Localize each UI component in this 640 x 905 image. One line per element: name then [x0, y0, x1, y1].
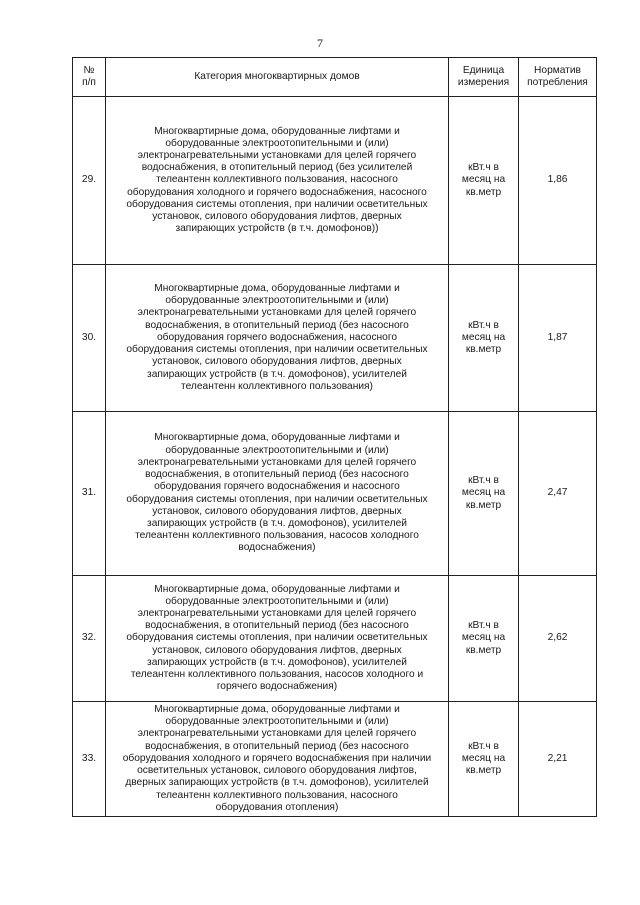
row-category: Многоквартирные дома, оборудованные лифтами и оборудованные электроотопительными и (или) электронагревательными установками для целей горячего водоснабжения, в отопительный период (без насосного оборудования холодного и горячего водоснабжения при наличии осветительных установок, силового оборудования лифтов, дверных запирающих устройств (в т.ч. домофонов), усилителей телеантенн коллективного пользования, насосного оборудования отопления)	[106, 702, 449, 817]
table-row	[73, 265, 597, 412]
row-number: 29.	[73, 97, 106, 265]
row-number: 32.	[73, 576, 106, 702]
row-category: Многоквартирные дома, оборудованные лифтами и оборудованные электроотопительными и (или) электронагревательными установками для целей горячего водоснабжения, в отопительный период (без насосного оборудования горячего водоснабжения и насосного оборудования системы отопления, при наличии осветительных установок, силового оборудования лифтов, дверных запирающих устройств (в т.ч. домофонов), усилителей телеантенн коллективного пользования, насосов холодного водоснабжения)	[106, 412, 449, 576]
row-norm: 1,86	[519, 97, 597, 265]
row-unit: кВт.ч в месяц на кв.метр	[449, 97, 519, 265]
table-row	[73, 97, 597, 265]
row-category: Многоквартирные дома, оборудованные лифтами и оборудованные электроотопительными и (или) электронагревательными установками для целей горячего водоснабжения, в отопительный период (без насосного оборудования системы отопления, при наличии осветительных установок, силового оборудования лифтов, дверных запирающих устройств (в т.ч. домофонов), усилителей телеантенн коллективного пользования, насосов холодного и горячего водоснабжения)	[106, 576, 449, 702]
row-category: Многоквартирные дома, оборудованные лифтами и оборудованные электроотопительными и (или) электронагревательными установками для целей горячего водоснабжения, в отопительный период (без усилителей телеантенн коллективного пользования, насосного оборудования холодного и горячего водоснабжения, насосного оборудования системы отопления, при наличии осветительных установок, силового оборудования лифтов, дверных запирающих устройств (в т.ч. домофонов))	[106, 97, 449, 265]
row-unit: кВт.ч в месяц на кв.метр	[449, 702, 519, 817]
row-number: 33.	[73, 702, 106, 817]
header-category: Категория многоквартирных домов	[106, 58, 449, 97]
page-number: 7	[317, 36, 323, 50]
consumption-norms-table	[72, 57, 597, 817]
row-norm: 2,21	[519, 702, 597, 817]
header-norm: Норматив потребления	[519, 58, 597, 97]
row-unit: кВт.ч в месяц на кв.метр	[449, 265, 519, 412]
row-number: 30.	[73, 265, 106, 412]
table-row	[73, 702, 597, 817]
header-unit: Единица измерения	[449, 58, 519, 97]
row-norm: 2,62	[519, 576, 597, 702]
table-row	[73, 576, 597, 702]
table-row	[73, 412, 597, 576]
table-header-row	[73, 58, 597, 97]
row-unit: кВт.ч в месяц на кв.метр	[449, 412, 519, 576]
row-unit: кВт.ч в месяц на кв.метр	[449, 576, 519, 702]
row-norm: 2,47	[519, 412, 597, 576]
header-number: № п/п	[73, 58, 106, 97]
row-number: 31.	[73, 412, 106, 576]
row-category: Многоквартирные дома, оборудованные лифтами и оборудованные электроотопительными и (или) электронагревательными установками для целей горячего водоснабжения, в отопительный период (без насосного оборудования горячего водоснабжения, насосного оборудования системы отопления, при наличии осветительных установок, силового оборудования лифтов, дверных запирающих устройств (в т.ч. домофонов), усилителей телеантенн коллективного пользования)	[106, 265, 449, 412]
row-norm: 1,87	[519, 265, 597, 412]
